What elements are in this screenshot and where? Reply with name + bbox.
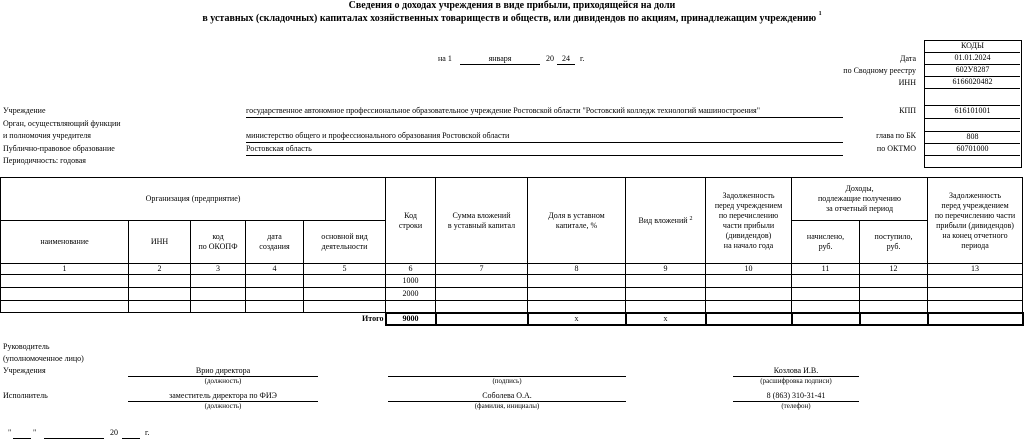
total-row <box>1 313 1023 325</box>
head-label-3: Учреждения <box>3 366 46 375</box>
executor-phone-caption: (телефон) <box>781 402 811 410</box>
table-row-empty <box>1 301 1023 313</box>
sign-date-suffix: г. <box>145 428 150 437</box>
col-number: 4 <box>246 264 304 275</box>
date-year: 24 <box>562 54 570 63</box>
col-share: Доля в уставном капитале, % <box>528 178 626 264</box>
founder-label-2: и полномочия учредителя <box>3 131 91 140</box>
table-row <box>1 288 1023 301</box>
code-registry-value: 602У8287 <box>925 65 1020 77</box>
municipality-label: Публично-правовое образование <box>3 144 115 153</box>
date-month: января <box>488 54 512 63</box>
codes-box <box>924 40 1022 168</box>
org-header: Организация (предприятие) <box>1 178 386 221</box>
sign-date-open-quote: " <box>8 428 12 437</box>
total-share: x <box>528 313 626 325</box>
col-number: 9 <box>626 264 706 275</box>
executor-position-caption: (должность) <box>204 402 242 410</box>
founder-label-1: Орган, осуществляющий функции <box>3 119 121 128</box>
col-number: 2 <box>129 264 191 275</box>
col-number: 10 <box>706 264 792 275</box>
executor-phone: 8 (863) 310-31-41 <box>766 391 826 400</box>
col-type-cell <box>626 178 706 264</box>
col-type-footnote-mark: 2 <box>689 215 693 222</box>
total-label: Итого <box>1 313 386 325</box>
head-signature-caption: (подпись) <box>492 377 522 385</box>
codes-header: КОДЫ <box>925 41 1020 53</box>
col-name: наименование <box>1 221 129 264</box>
periodicity: Периодичность: годовая <box>3 156 86 165</box>
head-position-caption: (должность) <box>204 377 242 385</box>
col-investment: Сумма вложений в уставный капитал <box>436 178 528 264</box>
sign-date-close-quote: " <box>33 428 37 437</box>
col-number: 8 <box>528 264 626 275</box>
code-kpp-label: КПП <box>899 106 916 115</box>
col-type: Вид вложений <box>638 215 688 225</box>
report-title-line-2-text: в уставных (складочных) капиталах хозяйственных товариществ и обществ, или дивидендов по акциям, принадлежащим учреждению <box>202 13 817 24</box>
total-accrued <box>792 313 860 325</box>
executor-position: заместитель директора по ФИЭ <box>169 391 277 400</box>
sign-date-month-line <box>44 438 104 439</box>
date-year-underline <box>557 64 575 65</box>
head-label-1: Руководитель <box>3 342 50 351</box>
code-registry-label: по Сводному реестру <box>843 66 916 75</box>
institution-value: государственное автономное профессиональное образовательное учреждение Ростовской области "Ростовский колледж технологий машиностроения" <box>246 106 760 115</box>
municipality-underline <box>246 155 843 156</box>
column-numbers-row <box>1 264 1023 275</box>
col-inn: ИНН <box>129 221 191 264</box>
title-footnote-mark: 1 <box>818 11 822 17</box>
code-bk-label: глава по БК <box>876 131 916 140</box>
head-position: Врио директора <box>195 366 251 375</box>
col-okopf: код по ОКОПФ <box>191 221 246 264</box>
report-title-line-2 <box>0 13 1024 24</box>
total-debt-end <box>928 313 1023 325</box>
date-prefix: на 1 <box>438 54 452 63</box>
sign-date-year-line <box>122 438 140 439</box>
total-type: x <box>626 313 706 325</box>
total-investment <box>436 313 528 325</box>
sign-date-day-line <box>13 438 31 439</box>
col-debt-end: Задолженность перед учреждением по перечислению части прибыли (дивидендов) на конец отчетного периода <box>928 178 1023 264</box>
col-number: 13 <box>928 264 1023 275</box>
code-empty-3 <box>925 156 1020 166</box>
table-row <box>1 275 1023 288</box>
date-month-underline <box>460 64 540 65</box>
head-label-2: (уполномоченное лицо) <box>3 354 84 363</box>
col-number: 3 <box>191 264 246 275</box>
head-name: Козлова И.В. <box>773 366 819 375</box>
col-number: 1 <box>1 264 129 275</box>
col-number: 12 <box>860 264 928 275</box>
code-oktmo-label: по ОКТМО <box>876 144 916 153</box>
code-inn-label: ИНН <box>898 78 916 87</box>
executor-name: Соболева О.А. <box>482 391 532 400</box>
col-activity: основной вид деятельности <box>304 221 386 264</box>
row-code: 2000 <box>386 288 436 301</box>
col-received: поступило, руб. <box>860 221 928 264</box>
head-name-caption: (расшифровка подписи) <box>760 377 832 385</box>
executor-name-caption: (фамилия, инициалы) <box>474 402 540 410</box>
total-code: 9000 <box>386 313 436 325</box>
code-empty-1 <box>925 89 1020 106</box>
col-created: дата создания <box>246 221 304 264</box>
founder-value: министерство общего и профессионального образования Ростовской области <box>246 131 510 140</box>
col-number: 11 <box>792 264 860 275</box>
col-income-header: Доходы, подлежащие получению за отчетный период <box>792 178 928 221</box>
income-table <box>0 177 1024 326</box>
code-bk-value: 808 <box>925 132 1020 144</box>
institution-label: Учреждение <box>3 106 46 115</box>
code-date-value: 01.01.2024 <box>925 53 1020 65</box>
col-number: 6 <box>386 264 436 275</box>
report-title-line-1: Сведения о доходах учреждения в виде прибыли, приходящейся на доли <box>348 0 676 11</box>
col-accrued: начислено, руб. <box>792 221 860 264</box>
executor-label: Исполнитель <box>3 391 48 400</box>
date-suffix: г. <box>580 54 585 63</box>
code-oktmo-value: 60701000 <box>925 144 1020 156</box>
municipality-value: Ростовская область <box>246 144 312 153</box>
date-year-prefix: 20 <box>546 54 554 63</box>
code-inn-value: 6166020482 <box>925 77 1020 89</box>
col-debt-start: Задолженность перед учреждением по перечислению части прибыли (дивидендов) на начало года <box>706 178 792 264</box>
sign-date-year-prefix: 20 <box>110 428 118 437</box>
col-number: 5 <box>304 264 386 275</box>
col-number: 7 <box>436 264 528 275</box>
total-received <box>860 313 928 325</box>
col-line-code: Код строки <box>386 178 436 264</box>
institution-underline <box>246 117 843 118</box>
founder-underline <box>246 142 843 143</box>
row-code: 1000 <box>386 275 436 288</box>
code-date-label: Дата <box>900 54 916 63</box>
code-empty-2 <box>925 119 1020 132</box>
total-debt-start <box>706 313 792 325</box>
code-kpp-value: 616101001 <box>925 106 1020 119</box>
